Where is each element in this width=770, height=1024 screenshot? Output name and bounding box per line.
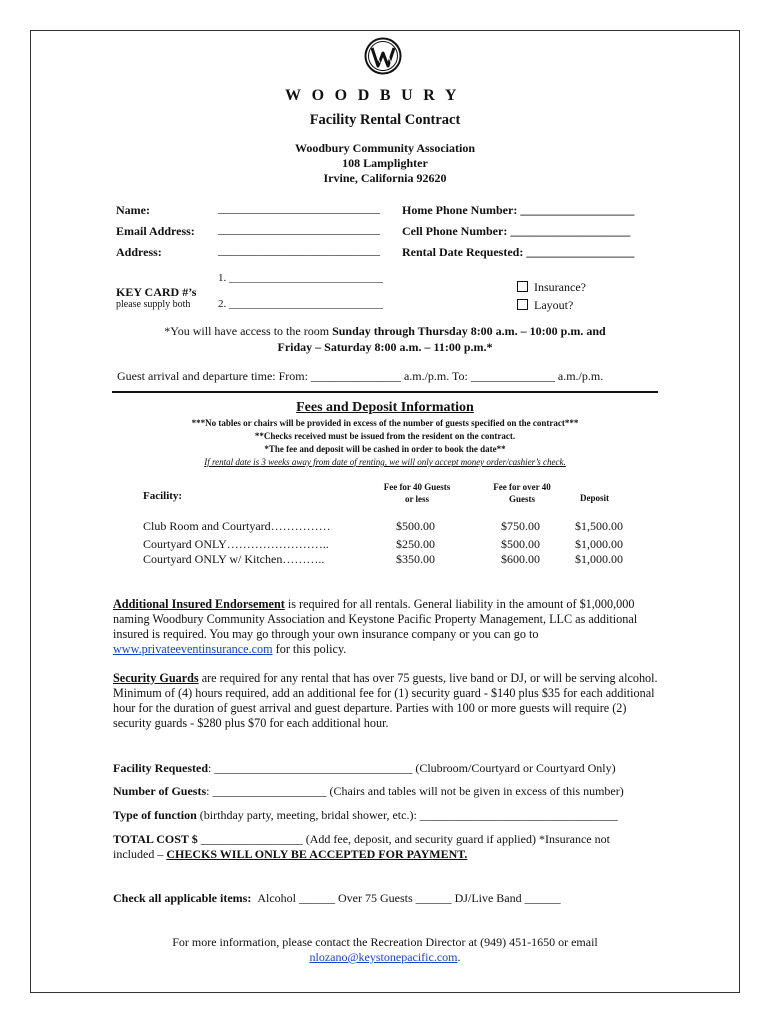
fee-row-40: $350.00 xyxy=(396,552,435,566)
key-card-1-field[interactable]: 1. ____________________________ xyxy=(218,272,383,284)
fee-row-deposit: $1,000.00 xyxy=(575,537,623,551)
address-label: Address: xyxy=(116,245,162,259)
insurance-label: Insurance? xyxy=(534,280,586,294)
access-line-1 xyxy=(30,324,740,339)
insurance-link[interactable]: www.privateeventinsurance.com xyxy=(113,642,273,656)
home-phone-field[interactable]: Home Phone Number: ___________________ xyxy=(402,203,635,217)
insurance-checkbox[interactable] xyxy=(517,280,586,295)
email-link[interactable]: nlozano@keystonepacific.com xyxy=(309,950,458,964)
number-of-guests-field[interactable]: Number of Guests: ___________________ (Chairs and tables will not be given in excess of this number) xyxy=(113,784,624,798)
access-intro: *You will have access to the room xyxy=(164,324,333,338)
fee-row-name: Courtyard ONLY w/ Kitchen……….. xyxy=(143,552,325,566)
key-card-2-field[interactable]: 2. ____________________________ xyxy=(218,298,383,310)
email-label: Email Address: xyxy=(116,224,195,238)
name-label: Name: xyxy=(116,203,150,217)
name-field[interactable]: ___________________________ xyxy=(218,201,380,215)
fee-row-name: Club Room and Courtyard…………… xyxy=(143,519,331,533)
fee-40-header: Fee for 40 Guests or less xyxy=(383,482,451,504)
woodbury-logo-icon xyxy=(364,36,402,76)
section-divider xyxy=(112,391,658,393)
org-name: Woodbury Community Association xyxy=(294,141,476,155)
brand-name: WOODBURY xyxy=(285,87,468,104)
document-title: Facility Rental Contract xyxy=(309,112,461,128)
fee-row-40: $250.00 xyxy=(396,537,435,551)
security-title: Security Guards xyxy=(113,671,199,685)
cell-phone-field[interactable]: Cell Phone Number: ____________________ xyxy=(402,224,631,238)
layout-label: Layout? xyxy=(534,298,574,312)
fee-row-40: $500.00 xyxy=(396,519,435,533)
org-city: Irvine, California 92620 xyxy=(323,171,447,185)
footer-contact: For more information, please contact the Recreation Director at (949) 451-1650 or email xyxy=(172,935,598,949)
insurance-title: Additional Insured Endorsement xyxy=(113,597,285,611)
applicable-items-field[interactable]: Check all applicable items: Alcohol ______ Over 75 Guests ______ DJ/Live Band ______ xyxy=(113,891,561,905)
checkbox-icon xyxy=(517,281,528,292)
fees-note-4: If rental date is 3 weeks away from date of renting, we will only accept money order/cashier’s check. xyxy=(204,457,566,467)
checkbox-icon xyxy=(517,299,528,310)
facility-header: Facility: xyxy=(143,490,183,502)
org-street: 108 Lamplighter xyxy=(342,156,428,170)
footer-email-line: nlozano@keystonepacific.com. xyxy=(309,950,461,964)
insurance-paragraph: Additional Insured Endorsement is required for all rentals. General liability in the amount of $1,000,000 naming Woodbury Community Association and Keystone Pacific Property Management, LLC as additional insured is required. You may go through your own insurance company or you can go to www.privateeventinsurance.com for this policy. xyxy=(113,597,638,656)
fees-note-2: **Checks received must be issued from the resident on the contract. xyxy=(254,431,516,441)
access-line-2: Friday – Saturday 8:00 a.m. – 11:00 p.m.* xyxy=(277,340,493,354)
layout-checkbox[interactable] xyxy=(517,298,573,313)
guest-times-field[interactable]: Guest arrival and departure time: From: _______________ a.m./p.m. To: ______________ a.m./p.m. xyxy=(117,369,604,383)
email-field[interactable]: ___________________________ xyxy=(218,222,380,236)
fees-note-1: ***No tables or chairs will be provided in excess of the number of guests specified on the contract*** xyxy=(191,418,579,428)
fee-row-over40: $500.00 xyxy=(501,537,540,551)
address-field[interactable]: ___________________________ xyxy=(218,243,380,257)
security-paragraph: Security Guards are required for any rental that has over 75 guests, live band or DJ, or will be serving alcohol. Minimum of (4) hours required, add an additional fee for (1) security guard - $140 plus $35 for each additional hour for the duration of guest arrival and guest departure. Parties with 100 or more guests will require (2) security guards - $280 plus $70 for each additional hour. xyxy=(113,671,658,730)
fees-note-3: *The fee and deposit will be cashed in order to book the date** xyxy=(264,444,506,454)
fee-row-over40: $750.00 xyxy=(501,519,540,533)
rental-date-field[interactable]: Rental Date Requested: __________________ xyxy=(402,245,635,259)
access-weekday-hours: Sunday through Thursday 8:00 a.m. – 10:00 p.m. and xyxy=(332,324,606,338)
key-card-note: please supply both xyxy=(116,299,191,310)
fee-over-40-header: Fee for over 40 Guests xyxy=(493,482,551,504)
fee-row-deposit: $1,500.00 xyxy=(575,519,623,533)
fee-row-deposit: $1,000.00 xyxy=(575,552,623,566)
fees-heading: Fees and Deposit Information xyxy=(296,400,474,415)
key-card-label: KEY CARD #’s xyxy=(116,285,197,299)
type-of-function-field[interactable]: Type of function (birthday party, meeting, bridal shower, etc.): _________________________________ xyxy=(113,808,618,822)
fee-row-over40: $600.00 xyxy=(501,552,540,566)
checks-note: included – CHECKS WILL ONLY BE ACCEPTED FOR PAYMENT. xyxy=(113,847,468,861)
deposit-header: Deposit xyxy=(580,493,609,503)
facility-requested-field[interactable]: Facility Requested: _________________________________ (Clubroom/Courtyard or Courtyard Only) xyxy=(113,761,616,775)
fee-row-name: Courtyard ONLY…………………….. xyxy=(143,537,329,551)
total-cost-field[interactable]: TOTAL COST $ _________________ (Add fee, deposit, and security guard if applied) *Insurance not xyxy=(113,832,610,846)
